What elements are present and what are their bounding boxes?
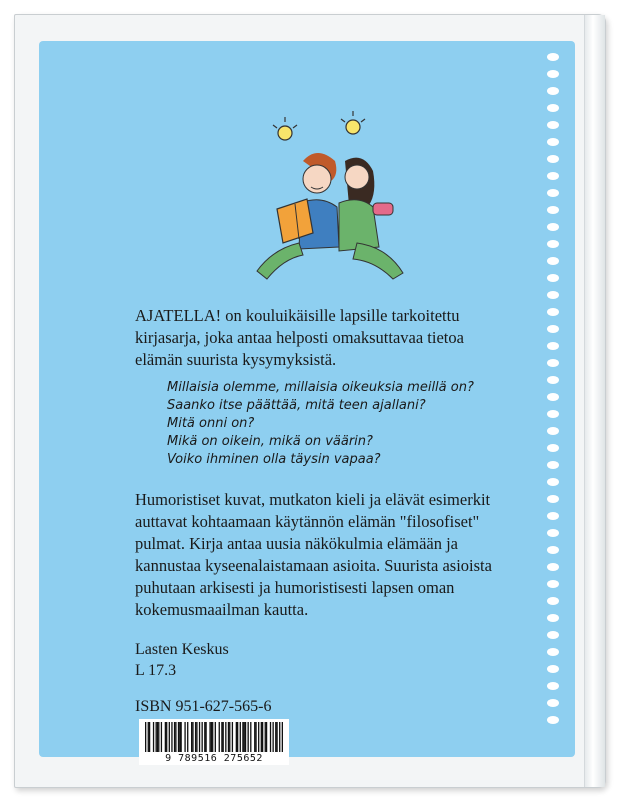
barcode-bar [236,722,237,752]
barcode-bar [244,722,245,752]
perforation-hole [547,325,559,333]
book-back-cover [14,14,606,788]
barcode-bar [161,722,162,752]
perforation-hole [547,155,559,163]
barcode-bar [180,722,181,752]
isbn-label: ISBN 951-627-565-6 [135,698,272,715]
barcode-bar [266,722,267,752]
barcode-bar [166,722,167,752]
barcode-bar [225,722,226,752]
barcode-bar [204,722,205,752]
perforation-hole [547,699,559,707]
barcode-bar [175,722,176,752]
perforation-hole [547,716,559,724]
barcode-bars [139,719,289,753]
barcode-bar [179,722,180,752]
perforation-hole [547,444,559,452]
perforation-hole [547,393,559,401]
barcode-bar [248,722,249,752]
question-item: Mikä on oikein, mikä on väärin? [167,434,373,449]
barcode-bar [240,722,241,752]
perforation-hole [547,87,559,95]
perforation-hole [547,376,559,384]
question-item: Mitä onni on? [167,416,255,431]
perforation-hole [547,529,559,537]
barcode-bar [149,722,150,752]
barcode-bar [276,722,277,752]
barcode-bar [157,722,158,752]
barcode-bar [265,722,266,752]
perforation-hole [547,53,559,61]
barcode-bar [158,722,159,752]
barcode-bar [171,722,172,752]
children-reading-illustration [227,103,427,293]
perforation-holes [547,53,561,743]
barcode-bar [255,722,256,752]
barcode-bar [165,722,166,752]
barcode-bar [272,722,273,752]
perforation-hole [547,291,559,299]
barcode-bar [205,722,206,752]
barcode-bar [187,722,188,752]
barcode-bar [261,722,262,752]
question-list [167,379,507,469]
barcode-bar [211,722,212,752]
barcode-bar [245,722,246,752]
barcode-bar [195,722,196,752]
perforation-hole [547,121,559,129]
barcode-bar [156,722,157,752]
cover-panel [39,41,575,764]
barcode-bar [223,722,224,752]
perforation-hole [547,665,559,673]
barcode-bar [237,722,238,752]
barcode-bar [212,722,213,752]
barcode-bar [270,722,271,752]
perforation-hole [547,257,559,265]
barcode-bar [191,722,192,752]
barcode-bar [221,722,222,752]
barcode-bar [169,722,170,752]
barcode-bar [254,722,255,752]
perforation-hole [547,410,559,418]
barcode-bar [178,722,179,752]
barcode-digits: 9 789516 275652 [165,753,263,764]
lightbulb-icon [341,111,365,134]
perforation-hole [547,104,559,112]
barcode-bar [148,722,149,752]
barcode-bar [145,722,146,752]
perforation-hole [547,274,559,282]
lightbulb-icon [273,117,297,140]
barcode [139,719,289,765]
perforation-hole [547,206,559,214]
perforation-hole [547,580,559,588]
publisher-block [135,639,229,681]
perforation-hole [547,223,559,231]
barcode-bar [279,722,280,752]
perforation-hole [547,308,559,316]
perforation-hole [547,172,559,180]
publisher-name: Lasten Keskus [135,641,229,658]
question-item: Voiko ihminen olla täysin vapaa? [167,452,381,467]
barcode-bar [174,722,175,752]
barcode-bar [184,722,185,752]
perforation-hole [547,478,559,486]
barcode-bar [228,722,229,752]
perforation-hole [547,597,559,605]
perforation-hole [547,138,559,146]
question-item: Millaisia olemme, millaisia oikeuksia meillä on? [167,380,474,395]
perforation-hole [547,512,559,520]
barcode-bar [215,722,216,752]
barcode-bar [282,722,283,752]
barcode-bar [262,722,263,752]
perforation-hole [547,631,559,639]
barcode-bar [219,722,220,752]
perforation-hole [547,427,559,435]
perforation-hole [547,240,559,248]
perforation-hole [547,495,559,503]
perforation-hole [547,70,559,78]
perforation-hole [547,359,559,367]
perforation-hole [547,342,559,350]
book-spine [584,15,605,787]
classification-code: L 17.3 [135,662,177,679]
barcode-bar [250,722,251,752]
barcode-bar [202,722,203,752]
perforation-hole [547,563,559,571]
barcode-bar [196,722,197,752]
perforation-hole [547,682,559,690]
perforation-hole [547,461,559,469]
perforation-hole [547,189,559,197]
barcode-bar [192,722,193,752]
perforation-hole [547,546,559,554]
barcode-bar [153,722,154,752]
barcode-bar [275,722,276,752]
perforation-hole [547,648,559,656]
question-item: Saanko itse päättää, mitä teen ajallani? [167,398,426,413]
barcode-bar [242,722,243,752]
description-paragraph: Humoristiset kuvat, mutkaton kieli ja elävät esimerkit auttavat kohtaamaan käytännön elämän "filosofiset" pulmat. Kirja antaa uusia näkökulmia elämään ja kannustaa kyseenalaistamaan asioita. Suurista asioista puhutaan arkisesti ja humoristisesti lapsen oman kokemusmaailman kautta. [135,490,492,619]
perforation-hole [547,614,559,622]
barcode-bar [258,722,259,752]
intro-paragraph: AJATELLA! on kouluikäisille lapsille tarkoitettu kirjasarja, joka antaa helposti omaksuttavaa tietoa elämän suurista kysymyksistä. [135,306,464,369]
barcode-bar [232,722,233,752]
barcode-bar [209,722,210,752]
barcode-bar [199,722,200,752]
barcode-bar [229,722,230,752]
